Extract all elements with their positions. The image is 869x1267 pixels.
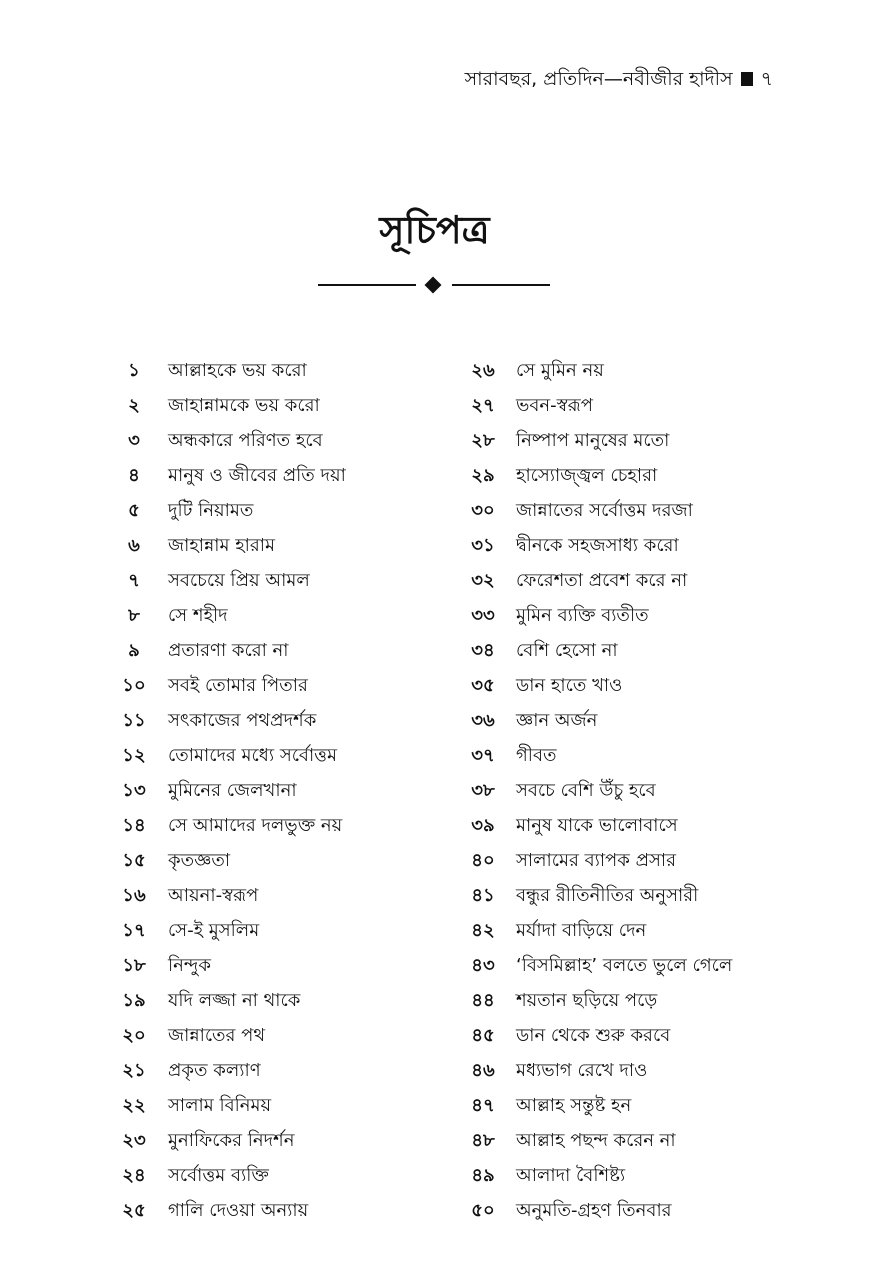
toc-entry — [450, 494, 810, 529]
toc-entry — [100, 809, 460, 844]
toc-entry — [450, 739, 810, 774]
toc-entry-number: ৫ — [128, 500, 140, 521]
toc-entry-title: বেশি হেসো না — [516, 640, 618, 661]
toc-entry-title: সবচেয়ে প্রিয় আমল — [168, 570, 310, 591]
toc-entry-number: ১৫ — [122, 850, 146, 871]
toc-entry — [100, 669, 460, 704]
toc-entry-number: ২২ — [122, 1095, 146, 1116]
toc-column-left — [100, 354, 460, 1229]
toc-entry — [450, 564, 810, 599]
toc-entry-title: প্রকৃত কল্যাণ — [168, 1060, 261, 1081]
toc-entry — [450, 984, 810, 1019]
toc-entry — [450, 774, 810, 809]
toc-entry-title: আল্লাহকে ভয় করো — [168, 360, 307, 381]
toc-entry-number: ৪৩ — [471, 955, 495, 976]
toc-entry-title: আল্লাহ পছন্দ করেন না — [516, 1130, 676, 1151]
toc-entry-number: ৩৩ — [471, 605, 495, 626]
toc-entry-number: ৪০ — [471, 850, 495, 871]
toc-entry-title: আলাদা বৈশিষ্ট্য — [516, 1165, 626, 1186]
square-bullet-icon — [741, 72, 753, 86]
toc-column-right — [450, 354, 810, 1229]
title-ornament — [318, 276, 550, 294]
toc-entry — [100, 949, 460, 984]
toc-entry — [450, 809, 810, 844]
toc-entry — [450, 1159, 810, 1194]
toc-entry-title: আল্লাহ সন্তুষ্ট হন — [516, 1095, 632, 1116]
toc-entry-title: মুমিন ব্যক্তি ব্যতীত — [516, 605, 649, 626]
toc-entry — [100, 389, 460, 424]
toc-entry-title: ভবন-স্বরূপ — [516, 395, 593, 416]
toc-entry-title: অনুমতি-গ্রহণ তিনবার — [516, 1200, 672, 1221]
toc-entry-title: সালাম বিনিময় — [168, 1095, 272, 1116]
toc-entry-number: ৪৪ — [471, 990, 495, 1011]
toc-entry — [100, 1159, 460, 1194]
toc-entry — [100, 739, 460, 774]
toc-entry-title: প্রতারণা করো না — [168, 640, 289, 661]
toc-entry-number: ২৩ — [122, 1130, 146, 1151]
toc-entry-title: মধ্যভাগ রেখে দাও — [516, 1060, 648, 1081]
toc-entry — [450, 529, 810, 564]
toc-entry — [450, 599, 810, 634]
toc-entry — [100, 1054, 460, 1089]
toc-entry-title: নিষ্পাপ মানুষের মতো — [516, 430, 670, 451]
toc-entry-title: আয়না-স্বরূপ — [168, 885, 259, 906]
toc-entry-title: শয়তান ছড়িয়ে পড়ে — [516, 990, 658, 1011]
toc-entry — [450, 1019, 810, 1054]
toc-entry-number: ৪৭ — [471, 1095, 495, 1116]
toc-entry — [450, 949, 810, 984]
toc-entry — [100, 1194, 460, 1229]
toc-entry — [100, 1089, 460, 1124]
toc-entry-number: ২৭ — [471, 395, 495, 416]
toc-entry-title: মর্যাদা বাড়িয়ে দেন — [516, 920, 647, 941]
toc-entry-number: ৪৬ — [471, 1060, 495, 1081]
toc-entry-number: ৩৭ — [471, 745, 495, 766]
toc-entry-number: ৪৮ — [471, 1130, 495, 1151]
toc-entry — [100, 879, 460, 914]
toc-entry-number: ৬ — [128, 535, 140, 556]
toc-entry — [100, 529, 460, 564]
ornament-line-right — [452, 284, 550, 286]
toc-entry-number: ২৬ — [471, 360, 495, 381]
toc-entry-number: ৫০ — [471, 1200, 495, 1221]
toc-entry — [100, 914, 460, 949]
toc-entry — [450, 914, 810, 949]
toc-entry — [100, 704, 460, 739]
toc-entry — [450, 354, 810, 389]
toc-entry-title: মানুষ যাকে ভালোবাসে — [516, 815, 678, 836]
toc-entry — [450, 1054, 810, 1089]
toc-entry-number: ২০ — [122, 1025, 146, 1046]
toc-entry-number: ২৯ — [471, 465, 495, 486]
toc-entry — [450, 634, 810, 669]
toc-entry — [450, 704, 810, 739]
toc-entry-number: ২৫ — [122, 1200, 146, 1221]
toc-entry-title: ‘বিসমিল্লাহ’ বলতে ভুলে গেলে — [516, 955, 733, 976]
toc-entry-title: বন্ধুর রীতিনীতির অনুসারী — [516, 885, 699, 906]
toc-entry-title: গীবত — [516, 745, 557, 766]
toc-entry-title: মানুষ ও জীবের প্রতি দয়া — [168, 465, 346, 486]
toc-entry — [100, 459, 460, 494]
toc-entry-number: ১৩ — [122, 780, 146, 801]
toc-entry-number: ৪ — [128, 465, 140, 486]
toc-entry — [450, 459, 810, 494]
toc-entry — [450, 1194, 810, 1229]
toc-entry-title: জান্নাতের সর্বোত্তম দরজা — [516, 500, 693, 521]
toc-entry-number: ১২ — [122, 745, 146, 766]
toc-entry-title: সবচে বেশি উঁচু হবে — [516, 780, 656, 801]
toc-entry — [100, 774, 460, 809]
toc-entry-number: ১ — [128, 360, 140, 381]
toc-entry — [100, 354, 460, 389]
diamond-icon — [425, 277, 442, 294]
toc-entry-title: হাস্যোজ্জ্বল চেহারা — [516, 465, 658, 486]
toc-entry-title: সে-ই মুসলিম — [168, 920, 260, 941]
toc-entry-number: ১১ — [122, 710, 146, 731]
toc-entry-title: অন্ধকারে পরিণত হবে — [168, 430, 323, 451]
toc-entry-number: ৮ — [128, 605, 140, 626]
toc-entry-title: সে শহীদ — [168, 605, 228, 626]
toc-entry-number: ২১ — [122, 1060, 146, 1081]
toc-entry-title: সে আমাদের দলভুক্ত নয় — [168, 815, 343, 836]
toc-entry — [450, 844, 810, 879]
toc-entry-number: ৩০ — [471, 500, 495, 521]
toc-entry — [450, 669, 810, 704]
toc-entry-title: কৃতজ্ঞতা — [168, 850, 231, 871]
toc-entry-number: ১০ — [122, 675, 146, 696]
toc-entry-number: ৪৯ — [471, 1165, 495, 1186]
toc-entry-title: জান্নাতের পথ — [168, 1025, 266, 1046]
toc-entry — [450, 1089, 810, 1124]
toc-entry-number: ২৮ — [471, 430, 495, 451]
toc-entry-number: ৪২ — [471, 920, 495, 941]
toc-entry-number: ৭ — [128, 570, 140, 591]
ornament-line-left — [318, 284, 416, 286]
toc-entry-title: জ্ঞান অর্জন — [516, 710, 598, 731]
toc-entry-title: সৎকাজের পথপ্রদর্শক — [168, 710, 317, 731]
toc-entry-number: ১৮ — [122, 955, 146, 976]
toc-entry — [100, 984, 460, 1019]
toc-entry-title: মুনাফিকের নিদর্শন — [168, 1130, 295, 1151]
toc-entry — [100, 1124, 460, 1159]
toc-entry-title: সবই তোমার পিতার — [168, 675, 308, 696]
toc-entry-title: জাহান্নাম হারাম — [168, 535, 276, 556]
toc-entry-number: ৩৬ — [471, 710, 495, 731]
toc-entry — [100, 424, 460, 459]
toc-entry — [100, 599, 460, 634]
toc-entry-number: ৩৫ — [471, 675, 495, 696]
toc-entry-title: সর্বোত্তম ব্যক্তি — [168, 1165, 269, 1186]
toc-entry — [100, 844, 460, 879]
toc-entry-title: গালি দেওয়া অন্যায় — [168, 1200, 309, 1221]
toc-entry — [450, 389, 810, 424]
toc-entry-number: ১৯ — [122, 990, 146, 1011]
toc-entry-title: জাহান্নামকে ভয় করো — [168, 395, 320, 416]
toc-entry-title: ডান হাতে খাও — [516, 675, 623, 696]
toc-entry-title: মুমিনের জেলখানা — [168, 780, 297, 801]
toc-entry-number: ৪১ — [471, 885, 495, 906]
toc-entry-title: সে মুমিন নয় — [516, 360, 604, 381]
running-title: সারাবছর, প্রতিদিন—নবীজীর হাদীস — [464, 68, 733, 90]
toc-entry — [450, 424, 810, 459]
toc-entry-number: ৩৯ — [471, 815, 495, 836]
toc-entry — [450, 879, 810, 914]
toc-entry-number: ১৭ — [122, 920, 146, 941]
toc-entry-title: যদি লজ্জা না থাকে — [168, 990, 301, 1011]
toc-entry-title: সালামের ব্যাপক প্রসার — [516, 850, 677, 871]
toc-entry-title: দুটি নিয়ামত — [168, 500, 254, 521]
toc-entry-number: ৯ — [128, 640, 140, 661]
toc-entry — [450, 1124, 810, 1159]
toc-entry-title: ফেরেশতা প্রবেশ করে না — [516, 570, 688, 591]
toc-entry-number: ৪৫ — [471, 1025, 495, 1046]
toc-entry-title: ডান থেকে শুরু করবে — [516, 1025, 671, 1046]
toc-entry — [100, 1019, 460, 1054]
toc-entry-title: নিন্দুক — [168, 955, 211, 976]
toc-entry-number: ৩৮ — [471, 780, 495, 801]
toc-entry-number: ৩৪ — [471, 640, 495, 661]
toc-entry-number: ৩১ — [471, 535, 495, 556]
toc-entry — [100, 634, 460, 669]
page-number: ৭ — [760, 68, 773, 90]
toc-entry-title: তোমাদের মধ্যে সর্বোত্তম — [168, 745, 338, 766]
toc-entry-title: দ্বীনকে সহজসাধ্য করো — [516, 535, 679, 556]
toc-entry-number: ৩২ — [471, 570, 495, 591]
toc-entry-number: ২ — [128, 395, 140, 416]
toc-entry-number: ১৪ — [122, 815, 146, 836]
toc-entry — [100, 564, 460, 599]
toc-entry-number: ৩ — [128, 430, 140, 451]
page-title: সূচিপত্র — [379, 208, 490, 252]
toc-entry — [100, 494, 460, 529]
running-header — [465, 66, 773, 92]
toc-entry-number: ১৬ — [122, 885, 146, 906]
toc-entry-number: ২৪ — [122, 1165, 146, 1186]
